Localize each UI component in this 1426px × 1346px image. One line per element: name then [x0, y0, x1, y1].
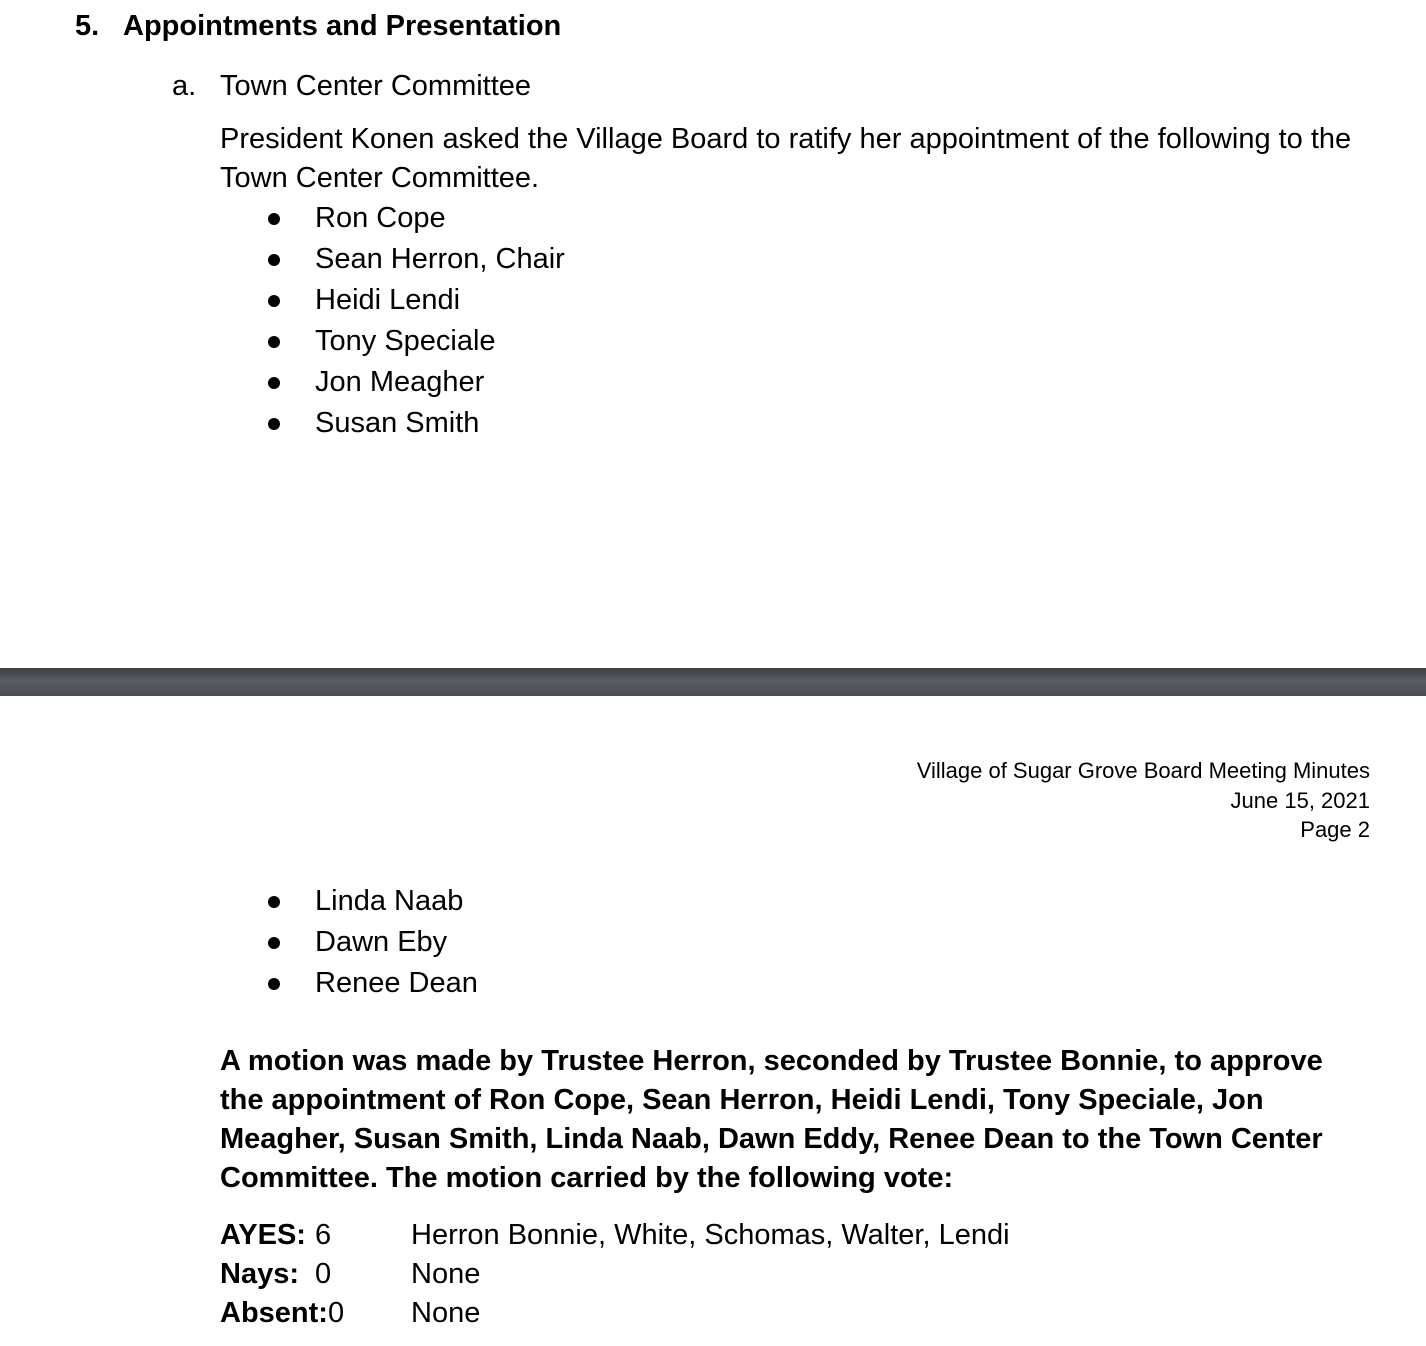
list-item: [266, 881, 478, 922]
bullet-icon: [268, 254, 280, 266]
vote-count: 0: [328, 1297, 345, 1329]
vote-count: 6: [315, 1219, 332, 1251]
list-item: [266, 280, 565, 321]
bullet-icon: [268, 978, 280, 990]
motion-paragraph: A motion was made by Trustee Herron, seconded by Trustee Bonnie, to approve the appointment of Ron Cope, Sean Herron, Heidi Lendi, Tony Speciale, Jon Meagher, Susan Smith, Linda Naab, Dawn Eddy, Renee Dean to the Town Center Committee. The motion carried by the following vote:: [220, 1045, 1323, 1194]
list-item: [266, 239, 565, 280]
bullet-icon: [268, 377, 280, 389]
document-page-2: [0, 696, 1426, 1346]
appointee-list-page1: [266, 198, 565, 444]
appointee-name: Renee Dean: [315, 967, 478, 999]
vote-count: 0: [315, 1258, 332, 1290]
header-date: June 15, 2021: [1230, 787, 1370, 813]
vote-names: Herron Bonnie, White, Schomas, Walter, Lendi: [411, 1219, 1010, 1251]
document-page-1: [0, 0, 1426, 668]
bullet-icon: [268, 213, 280, 225]
vote-label: AYES:: [220, 1219, 306, 1251]
appointee-name: Linda Naab: [315, 885, 464, 917]
vote-names: None: [411, 1258, 481, 1290]
list-item: [266, 321, 565, 362]
intro-paragraph: President Konen asked the Village Board to ratify her appointment of the following to the Town Center Committee.: [220, 123, 1352, 194]
bullet-icon: [268, 418, 280, 430]
appointee-name: Ron Cope: [315, 202, 446, 234]
appointee-name: Susan Smith: [315, 407, 480, 439]
appointee-name: Tony Speciale: [315, 325, 496, 357]
subsection-title: Town Center Committee: [220, 70, 532, 102]
vote-label: Nays:: [220, 1258, 299, 1290]
section-number: 5.: [75, 10, 100, 42]
list-item: [266, 922, 478, 963]
list-item: [266, 362, 565, 403]
appointee-list-page2: [266, 881, 478, 1004]
appointee-name: Heidi Lendi: [315, 284, 461, 316]
header-title: Village of Sugar Grove Board Meeting Minutes: [916, 758, 1370, 783]
page-header: [917, 756, 1370, 845]
subsection-letter: a.: [172, 70, 197, 102]
bullet-icon: [268, 295, 280, 307]
page-separator: [0, 668, 1426, 696]
appointee-name: Jon Meagher: [315, 366, 485, 398]
vote-names: None: [411, 1297, 481, 1329]
list-item: [266, 963, 478, 1004]
bullet-icon: [268, 336, 280, 348]
vote-label: Absent:: [220, 1297, 328, 1329]
list-item: [266, 403, 565, 444]
appointee-name: Sean Herron, Chair: [315, 243, 565, 275]
appointee-name: Dawn Eby: [315, 926, 448, 958]
bullet-icon: [268, 937, 280, 949]
section-title: Appointments and Presentation: [123, 10, 562, 42]
list-item: [266, 198, 565, 239]
header-page-number: Page 2: [1300, 817, 1370, 842]
bullet-icon: [268, 896, 280, 908]
